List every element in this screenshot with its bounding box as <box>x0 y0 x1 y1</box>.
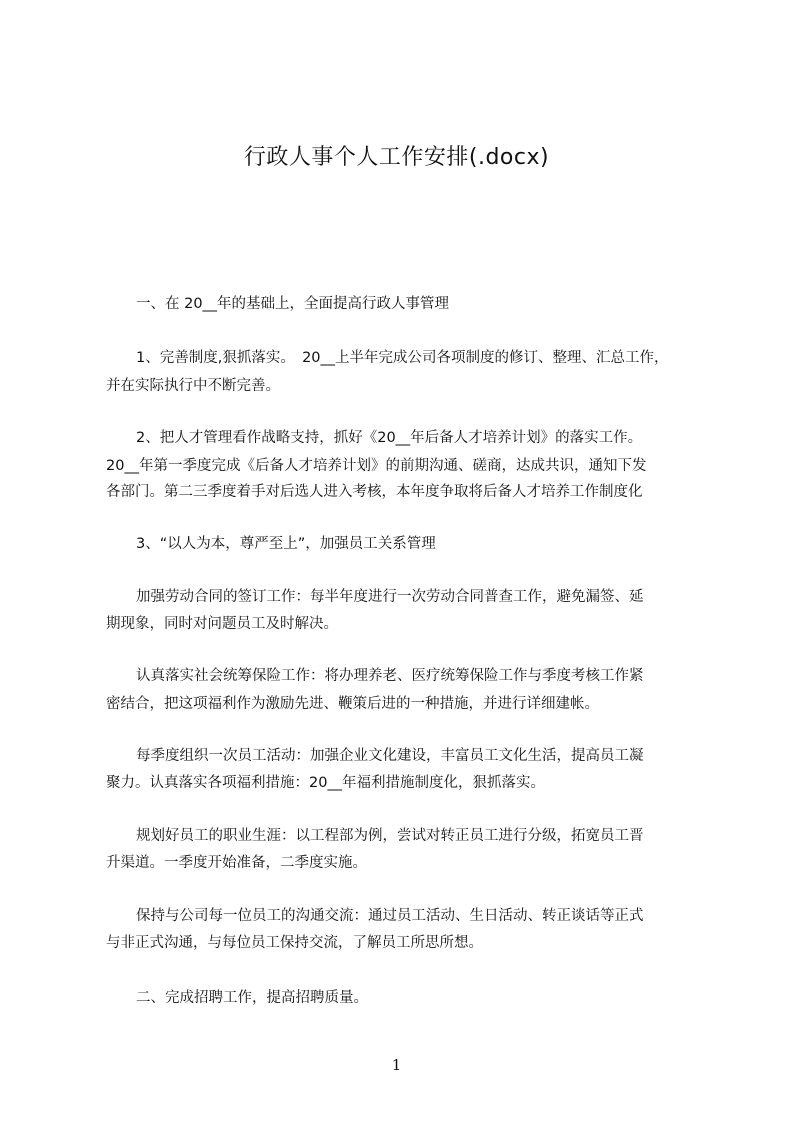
paragraph-line: 与非正式沟通，与每位员工保持交流，了解员工所思所想。 <box>106 935 483 951</box>
paragraph-line: 并在实际执行中不断完善。 <box>106 378 280 394</box>
paragraph-line: 期现象，同时对问题员工及时解决。 <box>106 616 338 632</box>
paragraph-line: 保持与公司每一位员工的沟通交流：通过员工活动、生日活动、转正谈话等正式 <box>136 908 644 924</box>
paragraph-line: 升渠道。一季度开始准备，二季度实施。 <box>106 855 367 871</box>
paragraph-line: 加强劳动合同的签订工作：每半年度进行一次劳动合同普查工作，避免漏签、延 <box>136 589 644 605</box>
paragraph-line: 聚力。认真落实各项福利措施：20__年福利措施制度化，狠抓落实。 <box>106 775 545 791</box>
document-title: 行政人事个人工作安排(.docx) <box>243 145 550 170</box>
paragraph-line: 1、完善制度,狠抓落实。 20__上半年完成公司各项制度的修订、整理、汇总工作， <box>136 350 669 366</box>
paragraph-line: 每季度组织一次员工活动：加强企业文化建设，丰富员工文化生活，提高员工凝 <box>136 748 644 764</box>
paragraph-line: 3、“以人为本，尊严至上”，加强员工关系管理 <box>136 536 436 552</box>
section-heading-1: 一、在 20__年的基础上，全面提高行政人事管理 <box>136 296 450 312</box>
paragraph-line: 20__年第一季度完成《后备人才培养计划》的前期沟通、磋商，达成共识，通知下发 <box>106 458 647 474</box>
section-heading-2: 二、完成招聘工作，提高招聘质量。 <box>136 990 368 1006</box>
paragraph-line: 2、把人才管理看作战略支持，抓好《20__年后备人才培养计划》的落实工作。 <box>136 430 643 446</box>
page-number: 1 <box>391 1056 402 1074</box>
paragraph-line: 规划好员工的职业生涯：以工程部为例，尝试对转正员工进行分级，拓宽员工晋 <box>136 828 644 844</box>
paragraph-line: 密结合，把这项福利作为激励先进、鞭策后进的一种措施，并进行详细建帐。 <box>106 696 599 712</box>
paragraph-line: 认真落实社会统筹保险工作：将办理养老、医疗统筹保险工作与季度考核工作紧 <box>136 668 644 684</box>
paragraph-line: 各部门。第二三季度着手对后选人进入考核，本年度争取将后备人才培养工作制度化 <box>106 484 643 500</box>
